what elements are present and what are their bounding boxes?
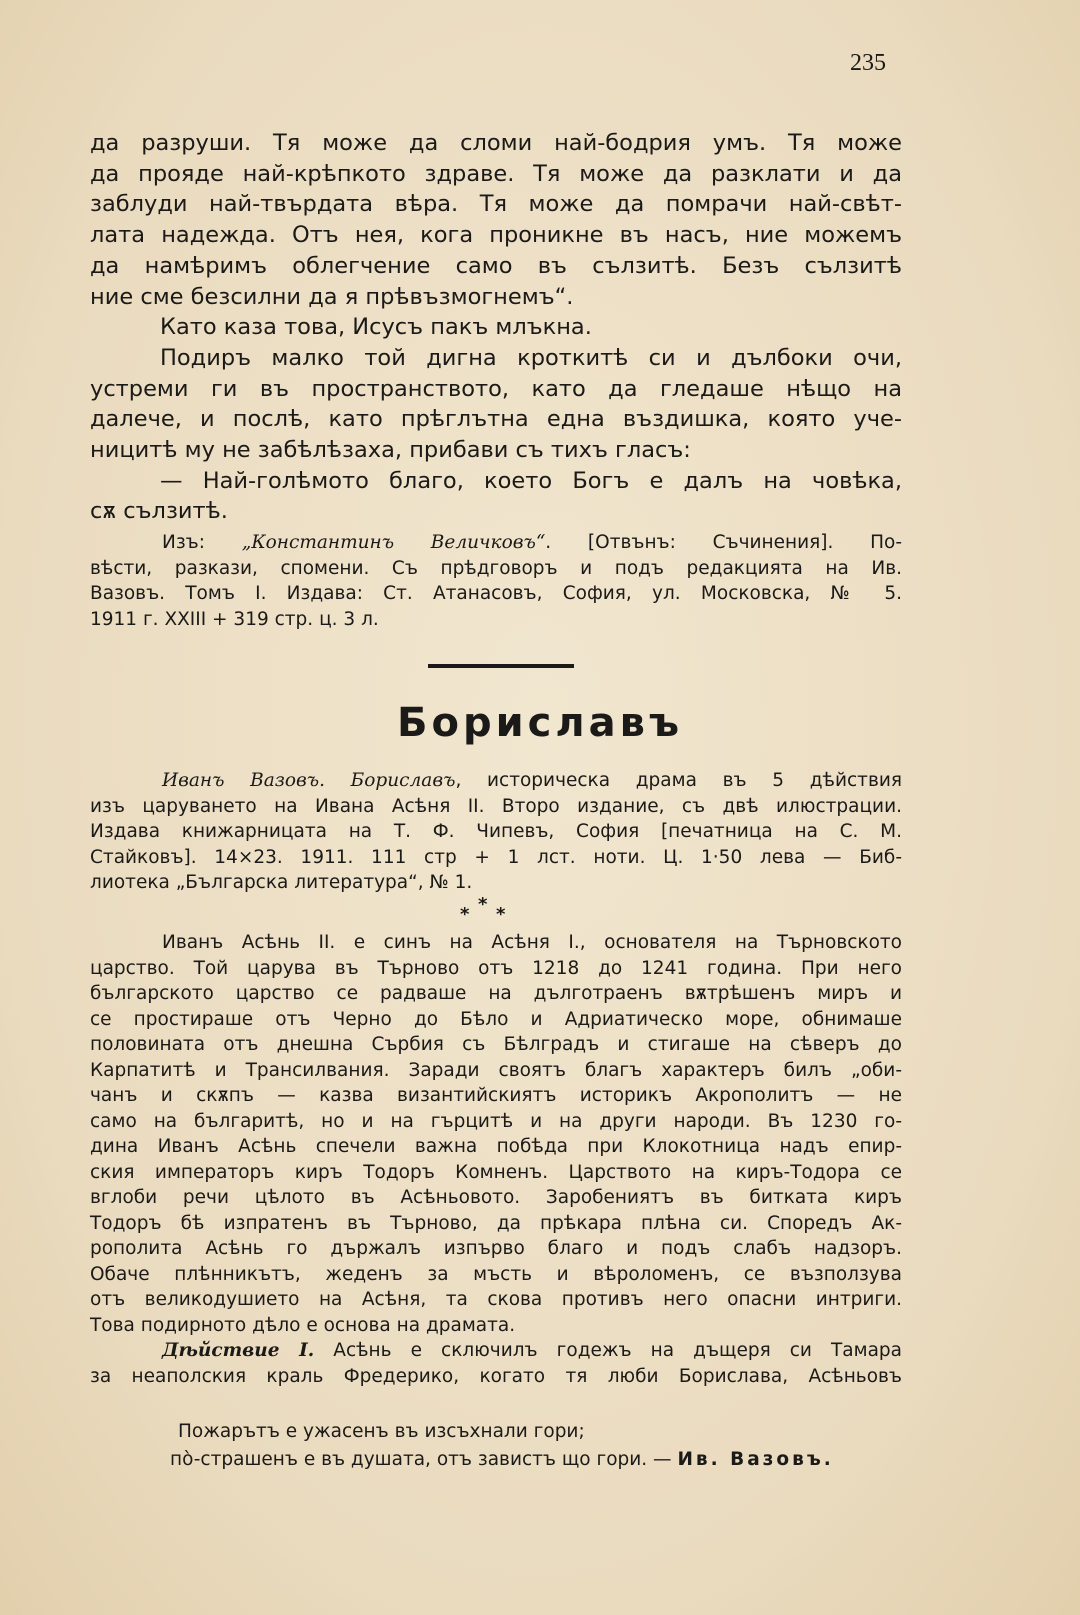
asterism-star: * bbox=[460, 904, 470, 925]
story-line: да намѣримъ облегчение само въ сълзитѣ. Безъ сълзитѣ bbox=[90, 252, 902, 279]
body-line: Тодоръ бѣ изпратенъ въ Търново, да прѣкара плѣна си. Споредъ Ак- bbox=[90, 1212, 902, 1234]
citation-prefix: Изъ: bbox=[162, 532, 242, 553]
review-intro bbox=[90, 768, 902, 896]
epigraph-line: Пожарътъ е ужасенъ въ изсъхнали гори; bbox=[178, 1421, 585, 1442]
citation-line: 1911 г. XXIII + 319 стр. ц. 3 л. bbox=[90, 608, 379, 630]
story-line: лата надежда. Отъ нея, кога проникне въ насъ, ние можемъ bbox=[90, 222, 902, 249]
body-line: само на българитѣ, но и на гърцитѣ и на други народи. Въ 1230 го- bbox=[90, 1110, 902, 1132]
story-line: Подиръ малко той дигна кроткитѣ си и дълбоки очи, bbox=[160, 344, 902, 371]
page-number: 235 bbox=[850, 50, 886, 76]
story-line: да разруши. Тя може да сломи най-бодрия умъ. Тя може bbox=[90, 130, 902, 156]
body-line: Обаче плѣнникътъ, жеденъ за мъсть и вѣроломенъ, се възползува bbox=[90, 1263, 902, 1285]
asterism bbox=[460, 894, 550, 928]
citation-title: „Константинъ Величковъ“ bbox=[241, 532, 546, 553]
review-body bbox=[90, 930, 902, 1389]
body-line: Това подирното дѣло е основа на драмата. bbox=[90, 1314, 516, 1336]
act-label: Дѣйствие I. bbox=[162, 1340, 315, 1361]
story-line: далече, и послѣ, като прѣглътна една въздишка, която уче- bbox=[90, 406, 902, 433]
citation-line: Вазовъ. Томъ I. Издава: Ст. Атанасовъ, София, ул. Московска, № 5. bbox=[90, 583, 902, 604]
epigraph bbox=[170, 1418, 918, 1474]
asterism-star: * bbox=[478, 894, 488, 915]
intro-rest: , историческа драма въ 5 дѣйствия bbox=[455, 770, 903, 791]
body-line: Иванъ Асѣнь II. е синъ на Асѣня I., основателя на Търновското bbox=[162, 932, 902, 953]
body-line: дина Иванъ Асѣнь спечели важна побѣда при Клокотница надъ епир- bbox=[90, 1136, 902, 1157]
story-line: да прояде най-крѣпкото здраве. Тя може да разклати и да bbox=[90, 160, 902, 187]
citation-line: вѣсти, разкази, спомени. Съ прѣдговоръ и подъ редакцията на Ив. bbox=[90, 557, 902, 579]
story-line: ницитѣ му не забѣлѣзаха, прибави съ тихъ гласъ: bbox=[90, 437, 691, 464]
section-heading: Бориславъ bbox=[397, 700, 683, 746]
body-line: ския императоръ киръ Тодоръ Комненъ. Царството на киръ-Тодора се bbox=[90, 1161, 902, 1183]
body-line: българското царство се радваше на дълготраенъ вѫтрѣшенъ миръ и bbox=[90, 983, 902, 1004]
story-line: сѫ сълзитѣ. bbox=[90, 498, 228, 525]
intro-author-title: Иванъ Вазовъ. Бориславъ bbox=[162, 770, 456, 791]
body-line: вглоби речи цѣлото въ Асѣньовото. Заробениятъ въ битката киръ bbox=[90, 1187, 902, 1208]
act-rest: Асѣнь е сключилъ годежъ на дъщеря си Тамара bbox=[314, 1340, 902, 1361]
story-line: Като каза това, Исусъ пакъ млъкна. bbox=[160, 314, 592, 341]
story-line: — Най-голѣмото благо, което Богъ е далъ на човѣка, bbox=[160, 467, 902, 494]
story-text bbox=[90, 128, 902, 527]
body-line: отъ великодушието на Асѣня, та скова противъ него опасни интриги. bbox=[90, 1289, 902, 1310]
epigraph-text: пò-страшенъ е въ душата, отъ завистъ що гори. — bbox=[170, 1449, 678, 1470]
intro-line: Стайковъ]. 14×23. 1911. 111 стр + 1 лст. ноти. Ц. 1·50 лева — Биб- bbox=[90, 846, 902, 868]
section-divider bbox=[428, 664, 574, 668]
story-line: ние сме безсилни да я прѣвъзмогнемъ“. bbox=[90, 283, 574, 310]
intro-line: лиотека „Българска литература“, № 1. bbox=[90, 872, 473, 893]
intro-line bbox=[90, 768, 902, 794]
act-line: за неаполския краль Фредерико, когато тя люби Борислава, Асѣньовъ bbox=[90, 1365, 902, 1387]
body-line: Карпатитѣ и Трансилвания. Заради своятъ благъ характеръ билъ „оби- bbox=[90, 1059, 902, 1081]
source-citation bbox=[90, 530, 902, 632]
body-line: рополита Асѣнь го държалъ изпърво благо и подъ слабъ надзоръ. bbox=[90, 1238, 902, 1259]
body-line: царство. Той царува въ Търново отъ 1218 до 1241 година. При него bbox=[90, 957, 902, 979]
act-line bbox=[90, 1338, 902, 1364]
citation-rest: . [Отвънъ: Съчинения]. По- bbox=[545, 532, 903, 553]
asterism-star: * bbox=[496, 904, 506, 925]
body-line: половината отъ днешна Сърбия съ Бѣлградъ и стигаше на сѣверъ до bbox=[90, 1034, 902, 1055]
intro-line: изъ царуването на Ивана Асѣня II. Второ издание, съ двѣ илюстрации. bbox=[90, 795, 902, 817]
story-line: заблуди най-твърдата вѣра. Тя може да помрачи най-свѣт- bbox=[90, 191, 902, 218]
citation-line bbox=[90, 530, 902, 556]
story-line: устреми ги въ пространството, като да гледаше нѣщо на bbox=[90, 375, 902, 402]
body-line: чанъ и скѫпъ — казва византийскиятъ историкъ Акрополитъ — не bbox=[90, 1085, 902, 1106]
body-line: се простираше отъ Черно до Бѣло и Адриатическо море, обнимаше bbox=[90, 1008, 902, 1030]
epigraph-author: Ив. Вазовъ. bbox=[677, 1449, 834, 1470]
epigraph-line bbox=[170, 1446, 918, 1474]
intro-line: Издава книжарницата на Т. Ф. Чипевъ, София [печатница на С. М. bbox=[90, 821, 902, 842]
